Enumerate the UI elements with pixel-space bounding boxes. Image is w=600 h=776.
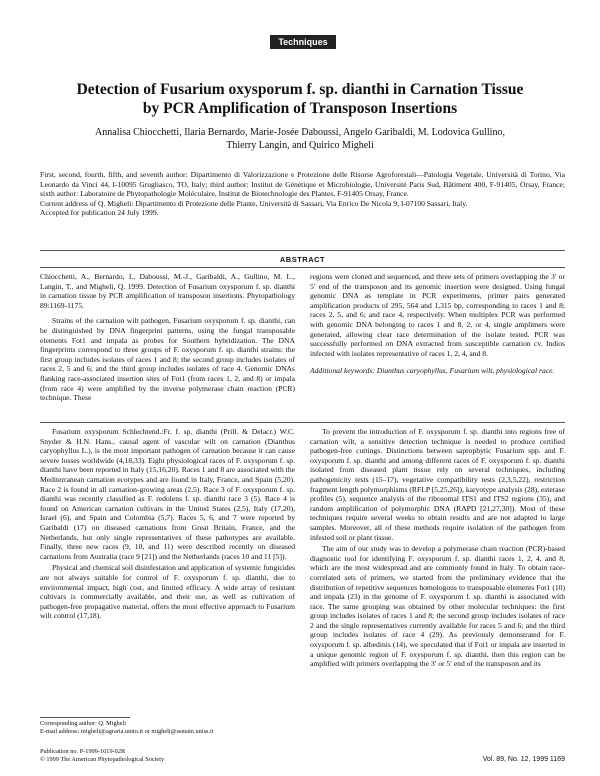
abstract-paragraph-1: Strains of the carnation wilt pathogen, Fusarium oxysporum f. sp. dianthi, can be distinguished by DNA fingerprint patterns, using the fungal transposable elements Fot1 and impala as probes for Southern hybridization. The DNA fingerprints correspond to three groups of F. oxysporum f. sp. dianthi strains: the first group includes isolates of races 1 and 8; the second group includes isolates of races 2, 5 and 6; and the third group includes isolates of race 4. Genomic DNAs flanking race-associated insertion sites of Fot1 (from races 1, 2, and 8) or impala (from race 4) were amplified by the inverse polymerase chain reaction (PCR) technique. These bbox=[40, 316, 295, 403]
publication-info bbox=[40, 748, 300, 764]
email-address: E-mail address: migheli@agraria.unito.it or migheli@ssmain.uniss.it bbox=[40, 728, 214, 735]
current-address: Current address of Q. Migheli: Dipartimento di Protezione delle Piante, Università di Sassari, Via Enrico De Nicola 9, I-07100 Sassari, Italy. bbox=[40, 198, 468, 208]
abstract-citation: Chiocchetti, A., Bernardo, I., Daboussi, M.-J., Garibaldi, A., Gullino, M. L., Langin, T., and Migheli, Q. 1999. Detection of Fusarium oxysporum f. sp. dianthi in carnation tissue by PCR amplification of transposon insertions. Phytopathology 89:1169-1175. bbox=[40, 272, 295, 310]
copyright: © 1999 The American Phytopathological Society bbox=[40, 756, 165, 763]
abstract-heading: ABSTRACT bbox=[279, 255, 326, 264]
authors-line-1: Annalisa Chiocchetti, Ilaria Bernardo, Marie-Josée Daboussi, Angelo Garibaldi, M. Lodovica Gullino, bbox=[95, 127, 505, 138]
corresponding-author: Corresponding author: Q. Migheli bbox=[40, 720, 127, 727]
title-line-1: Detection of Fusarium oxysporum f. sp. dianthi in Carnation Tissue bbox=[76, 81, 524, 98]
body-right-column bbox=[310, 427, 565, 671]
authors-line-2: Thierry Langin, and Quirico Migheli bbox=[226, 139, 374, 151]
accepted-date: Accepted for publication 24 July 1999. bbox=[40, 208, 159, 218]
affiliations bbox=[40, 170, 565, 218]
abstract-paragraph-2: regions were cloned and sequenced, and three sets of primers overlapping the 3′ or 5′ end of the transposon and its genomic insertion were designed. Using fungal genomic DNA as template in PCR experiments, primer pairs generated amplification products of 295, 564 and 1,315 bp, corresponding to races 1 and 8; races 2, 5, and 6; and race 4, respectively. When multiplex PCR was performed with genomic DNA belonging to races 1 and 8, 2, or 4, single amplimers were generated, allowing clear race determination of the isolate tested. PCR was successfully performed on DNA extracted from susceptible carnation cv. Indios infected with isolates representative of races 1, 2, 4, and 8. bbox=[310, 272, 565, 358]
body-paragraph-2: Physical and chemical soil disinfestation and application of systemic fungicides are not always suitable for control of F. oxysporum f. sp. dianthi, due to environmental impact, high cost, and limited efficacy. A wide array of resistant cultivars is commercially available, and their use, as well as cultivation of pathogen-free propagative material, offers the most effective approach to Fusarium wilt control (17,18). bbox=[40, 563, 295, 621]
paper-title bbox=[40, 80, 560, 118]
abstract-heading-rule bbox=[40, 267, 565, 268]
affiliation-text: First, second, fourth, fifth, and seventh author: Dipartimento di Valorizzazione e Protezione delle Risorse Agroforestali—Patologia Vegetale, Università di Torino, Via Leonardo da Vinci 44, I-10095 Grugliasco, TO, Italy; third author: Institut de Génétique et Microbiologie, Université Paris Sud, Bâtiment 400, F-91405, Orsay, France; sixth author: Laboratoire de Phytopathologie Moléculaire, Institut de Biotechnologie des Plantes, F-91405 Orsay, France. bbox=[40, 170, 565, 199]
abstract-top-rule bbox=[40, 250, 565, 251]
publication-number: Publication no. P-1999-1019-02R bbox=[40, 748, 126, 755]
body-left-column bbox=[40, 427, 295, 623]
footnote-rule bbox=[40, 717, 130, 718]
additional-keywords: Additional keywords: Dianthus caryophyllus, Fusarium wilt, physiological race. bbox=[310, 366, 555, 376]
section-tag: Techniques bbox=[270, 35, 336, 49]
body-paragraph-4: The aim of our study was to develop a polymerase chain reaction (PCR)-based diagnostic tool for identifying F. oxysporum f. sp. dianthi races 1, 2, 4, and 8, which are the most widespread and are commonly found in Italy. To obtain race-correlated sets of primers, we started from the preliminary evidence that the distribution of repetitive sequences homologous to transposable elements Fot1 (10) and impala (23) in the genome of F. oxysporum f. sp. dianthi is associated with race. The same grouping was obtained by other molecular techniques: the first group includes isolates of races 1 and 8; the second group includes isolates of race 2 and the single representatives currently available for races 5 and 6; and the third group includes isolates of race 4 (29). As previously demonstrated for F. oxysporum f. sp. albedinis (14), we speculated that if Fot1 or impala are inserted in a unique genomic region of F. oxysporum f. sp. dianthi, then this region can be amplified with primers overlapping the 3′ or 5′ end of the transposon and its bbox=[310, 544, 565, 669]
page-number: Vol. 89, No. 12, 1999 1169 bbox=[482, 756, 565, 763]
author-list bbox=[60, 127, 540, 152]
abstract-right-column bbox=[310, 272, 565, 378]
body-paragraph-3: To prevent the introduction of F. oxysporum f. sp. dianthi into regions free of carnation wilt, a sensitive detection technique is needed to produce certified pathogen-free cuttings. Distinctions between saprophytic Fusarium spp. and F. oxysporum f. sp. dianthi and among different races of F. oxysporum f. sp. dianthi isolated from diseased plant tissue rely on several techniques, including pathogenicity tests (15–17), vegetative compatibility tests (2,3,5,22), restriction fragment length polymorphisms (RFLP [5,25,26]), karyotype analysis (28), esterase profiles (5), sequence analysis of the ribosomal ITS1 and ITS2 regions (35), and random amplification of polymorphic DNA (RAPD [21,27,30]). Most of these techniques require several weeks to obtain results and are not adapted to large samples. Moreover, all of these methods require isolation of the pathogen from infested soil or plant tissue. bbox=[310, 427, 565, 542]
corresponding-author-footnote bbox=[40, 720, 295, 736]
title-line-2: by PCR Amplification of Transposon Insertions bbox=[142, 100, 458, 117]
abstract-bottom-rule bbox=[40, 422, 565, 423]
body-paragraph-1: Fusarium oxysporum Schlechtend.:Fr. f. sp. dianthi (Prill. & Delacr.) W.C. Snyder & H.N. Hans., causal agent of vascular wilt on carnation (Dianthus caryophyllus L.), is the most important pathogen of carnation because it can cause severe losses worldwide (4,18,33). Eight physiological races of F. oxysporum f. sp. dianthi have been reported in Italy (15,16,20). Races 1 and 8 are associated with the Mediterranean carnation ecotypes and are found in Italy, France, and Spain (5,20). Race 2 is found in all carnation-growing areas (2,5). Race 3 of F. oxysporum f. sp. dianthi was recently classified as F. redolens f. sp. dianthi race 3 (5). Race 4 is found on American carnation cultivars in the United States (2,5), Italy (17,20), Israel (6), and Spain and Colombia (5,7). Races 5, 6, and 7 were reported by Garibaldi (17) on diseased carnations from Great Britain, France, and the Netherlands, but only single representatives of these pathotypes are available. Finally, three new races (9, 10, and 11) were described recently on diseased carnations from Australia (race 9 [21]) and the Netherlands (races 10 and 11 [5]). bbox=[40, 427, 295, 561]
abstract-left-column bbox=[40, 272, 295, 405]
